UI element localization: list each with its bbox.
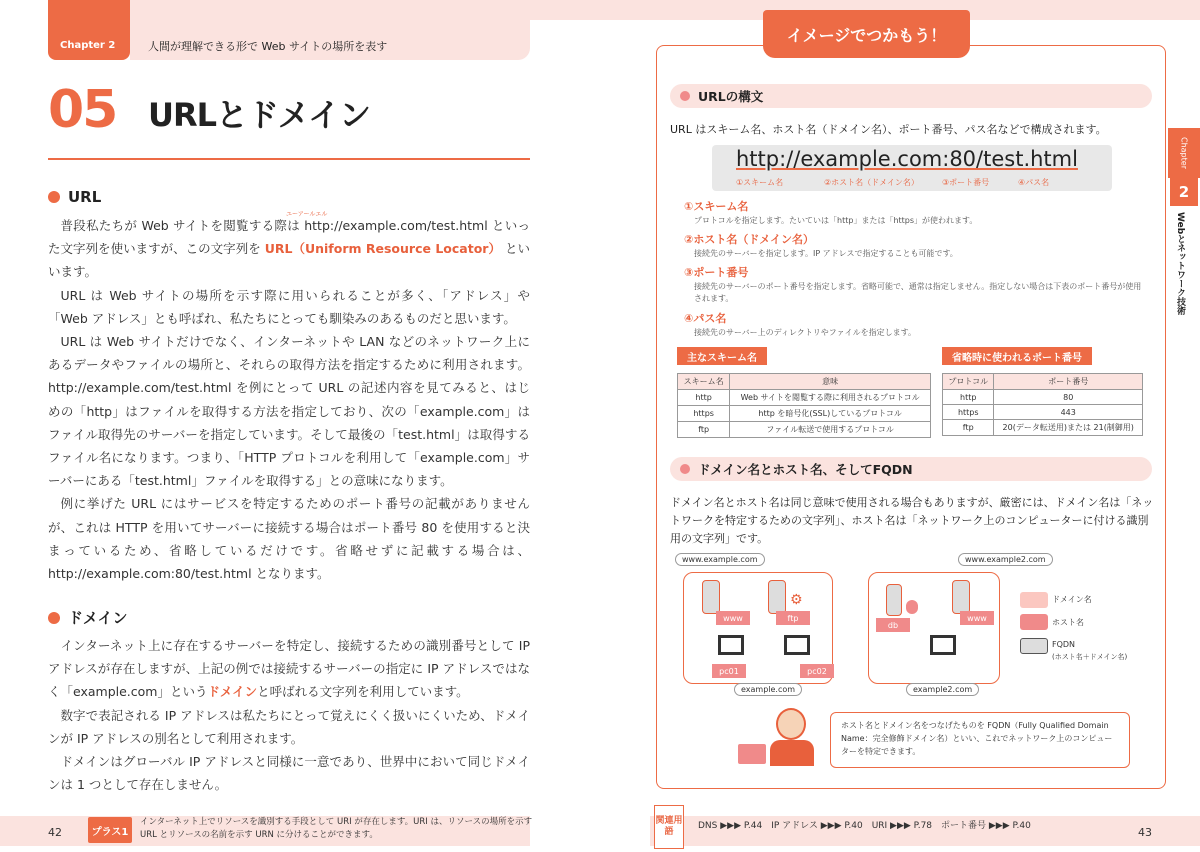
tag-ports: 省略時に使われるポート番号 [942,347,1092,365]
table-row: ftp ファイル転送で使用するプロトコル [678,422,931,438]
fqdn-label: www.example2.com [958,553,1053,566]
item-heading: ④パス名 [684,312,727,325]
table-header: プロトコル [943,374,994,390]
url-part-label: ④パス名 [1018,178,1050,187]
item-desc: 接続先のサーバー上のディレクトリやファイルを指定します。 [694,328,916,337]
server-icon [768,580,786,614]
table-header: ポート番号 [994,374,1143,390]
ruby-text: ユーアールエル [286,211,328,218]
url-body [48,214,530,585]
bar-url-syntax: URLの構文 [670,84,1152,108]
image-tab: イメージでつかもう！ [763,10,970,58]
host-label: www [960,611,994,625]
page-number-right: 43 [1138,826,1152,839]
legend-label: ドメイン名 [1052,595,1092,604]
item-desc: 接続先のサーバーのポート番号を指定します。省略可能で、通常は指定しません。指定しない場合は下表のポート番号が使用されます。 [694,282,1142,303]
laptop-icon [738,744,766,764]
legend-note: (ホスト名＋ドメイン名) [1052,653,1128,661]
monitor-icon [784,635,810,655]
item-desc: 接続先のサーバーを指定します。IP アドレスで指定することも可能です。 [694,249,958,258]
server-icon [952,580,970,614]
plus-one-note: インターネット上でリソースを識別する手段として URI が存在します。URI は、リソースの場所を示す URL とリソースの名前を示す URN に分けることができます。 [140,817,533,840]
monitor-icon [930,635,956,655]
section-number: 05 [48,80,117,140]
related-terms: DNS ▶▶▶ P.44 IP アドレス ▶▶▶ P.40 URI ▶▶▶ P.78 ポート番号 ▶▶▶ P.40 [698,821,1031,831]
url-syntax-lead: URL はスキーム名、ホスト名（ドメイン名）、ポート番号、パス名などで構成されます。 [670,123,1107,136]
table-row: https http を暗号化(SSL)しているプロトコル [678,406,931,422]
page-number-left: 42 [48,826,62,839]
plus-one-badge: プラス1 [88,817,132,843]
chapter-side-label: Chapter [1168,128,1200,178]
legend-swatch-host [1020,614,1048,630]
fqdn-label: www.example.com [675,553,765,566]
heading-domain: ドメイン [48,607,128,628]
host-label: pc01 [712,664,746,678]
server-icon [886,584,902,616]
tag-schemes: 主なスキーム名 [677,347,767,365]
database-icon [906,600,918,614]
item-heading: ③ポート番号 [684,266,749,279]
table-row: https 443 [943,405,1143,420]
server-icon [702,580,720,614]
speech-bubble: ホスト名とドメイン名をつなげたものを FQDN（Fully Qualified Domain Name：完全修飾ドメイン名）といい、これでネットワーク上のコンピューターを特定できます。 [830,712,1130,768]
port-table [942,373,1143,436]
bullet-dot-icon [48,612,60,624]
legend-swatch-fqdn [1020,638,1048,654]
paragraph: 例に挙げた URL にはサービスを特定するためのポート番号の記載がありませんが、これは HTTP を用いてサーバーに接続する場合はポート番号 80 を使用すると決まっているため、省略しているだけです。省略せずに記載する場合は、http://example.com:80/test.html となります。 [48,496,530,582]
scheme-table [677,373,931,438]
chapter-side-title: Webとネットワーク技術 [1175,212,1185,316]
paragraph: インターネット上に存在するサーバーを特定し、接続するための識別番号として IP アドレスが存在しますが、上記の例では接続するサーバーの指定に IP アドレスではなく「example.com」というドメインと呼ばれる文字列を利用しています。 [48,638,530,700]
legend-label: ホスト名 [1052,618,1084,627]
item-heading: ①スキーム名 [684,200,749,213]
heading-url: URL [48,188,101,206]
table-header: スキーム名 [678,374,730,390]
host-label: www [716,611,750,625]
related-terms-badge: 関連用語 [654,805,684,849]
fqdn-lead: ドメイン名とホスト名は同じ意味で使用される場合もありますが、厳密には、ドメイン名は「ネットワークを特定するための文字列」、ホスト名は「ネットワーク上のコンピューターに付ける識別用の文字列」です。 [670,496,1154,545]
paragraph: URL は Web サイトの場所を示す際に用いられることが多く、「アドレス」や「Web アドレス」とも呼ばれ、私たちにとっても馴染みのあるものだと思います。 [48,287,530,326]
host-label: db [876,618,910,632]
table-row: http Web サイトを閲覧する際に利用されるプロトコル [678,390,931,406]
person-body [770,740,814,766]
url-part-label: ②ホスト名（ドメイン名） [824,178,919,187]
item-desc: プロトコルを指定します。たいていは「http」または「https」が使われます。 [694,216,978,225]
table-header: 意味 [730,374,931,390]
url-part-list [684,198,1144,338]
title-rule [48,158,530,160]
host-label: pc02 [800,664,834,678]
url-part-label: ①スキーム名 [736,178,784,187]
item-heading: ②ホスト名（ドメイン名） [684,233,814,246]
table-row: ftp 20(データ転送用)または 21(制御用) [943,420,1143,436]
paragraph: ドメインはグローバル IP アドレスと同様に一意であり、世界中において同じドメインは 1 つとして存在しません。 [48,754,530,793]
monitor-icon [718,635,744,655]
domain-body [48,634,530,796]
person-icon [776,708,806,740]
bullet-dot-icon [680,464,690,474]
section-title: URLとドメイン [148,96,371,134]
host-label: ftp [776,611,810,625]
gear-icon: ⚙ [790,592,803,608]
domain-label: example2.com [906,683,979,696]
bullet-dot-icon [680,91,690,101]
url-part-label: ③ポート番号 [942,178,990,187]
domain-label: example.com [734,683,802,696]
paragraph: 普段私たちが Web サイトを閲覧する際は http://example.com/test.html といった文字列を使いますが、この文字列を URL（Uniform Resource Locator） といいます。 [48,218,530,280]
paragraph: URL は Web サイトだけでなく、インターネットや LAN などのネットワーク上にあるデータやファイルの場所と、それらの取得方法を指定するために利用されます。http://example.com/test.html を例にとって URL の記述内容を見てみると、はじめの「http」はファイルを取得する方法を指定しており、次の「example.com」はファイル取得先のサーバーを指定しています。そして最後の「test.html」は取得するファイル名になります。つまり、「HTTP プロトコルを利用して「example.com」サーバーにある「test.html」ファイルを取得する」との意味になります。 [48,334,530,489]
chapter-subtitle: 人間が理解できる形で Web サイトの場所を表す [148,40,388,53]
bar-fqdn: ドメイン名とホスト名、そしてFQDN [670,457,1152,481]
chapter-tab: Chapter 2 [48,0,130,60]
table-row: http 80 [943,390,1143,405]
chapter-side-number: 2 [1170,178,1198,206]
bullet-dot-icon [48,191,60,203]
legend-label: FQDN [1052,640,1076,649]
paragraph: 数字で表記される IP アドレスは私たちにとって覚えにくく扱いにくいため、ドメインが IP アドレスの別名として利用されます。 [48,707,530,746]
legend-swatch-domain [1020,592,1048,608]
url-example: http://example.com:80/test.html [736,147,1078,171]
